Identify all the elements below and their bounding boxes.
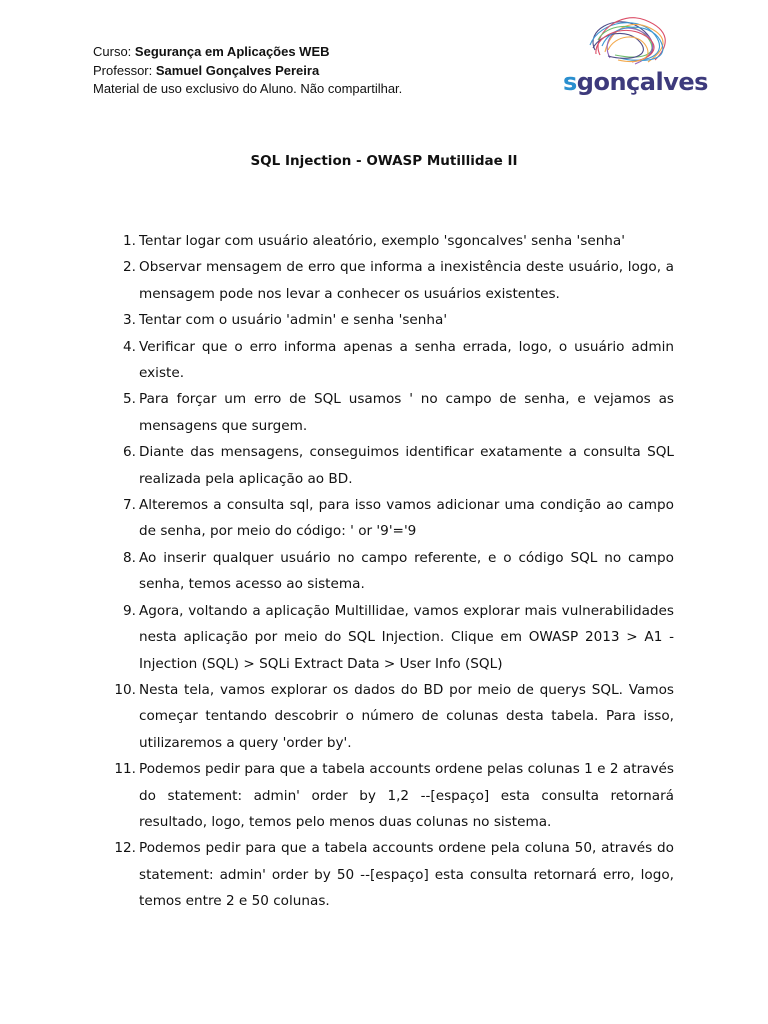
list-item: [104, 598, 674, 677]
step-number: 1.: [123, 233, 136, 249]
logo-wordmark: [563, 68, 708, 96]
document-header: [93, 43, 402, 99]
document-title: SQL Injection - OWASP Mutillidae II: [250, 153, 518, 169]
course-label: Curso:: [93, 44, 132, 59]
list-item: [104, 835, 674, 914]
list-item: [104, 254, 674, 307]
list-item: [104, 439, 674, 492]
list-item: [104, 677, 674, 756]
step-text: Diante das mensagens, conseguimos identificar exatamente a consulta SQL realizada pela aplicação ao BD.: [139, 444, 674, 487]
list-item: [104, 307, 674, 333]
list-item: [104, 334, 674, 387]
step-number: 12.: [114, 840, 136, 857]
list-item: [104, 228, 674, 254]
professor-line: [93, 62, 402, 81]
step-text: Ao inserir qualquer usuário no campo referente, e o código SQL no campo senha, temos acesso ao sistema.: [139, 549, 674, 593]
step-number: 10.: [114, 681, 136, 698]
step-number: 4.: [123, 338, 136, 355]
usage-notice: Material de uso exclusivo do Aluno. Não compartilhar.: [93, 81, 403, 96]
list-item: [104, 386, 674, 439]
step-text: Agora, voltando a aplicação Multillidae, vamos explorar mais vulnerabilidades nesta aplicação por meio do SQL Injection. Clique em OWASP 2013 > A1 - Injection (SQL) > SQLi Extract Data > User Info (SQL): [139, 602, 674, 672]
step-number: 8.: [123, 549, 136, 566]
professor-label: Professor:: [93, 62, 153, 78]
logo-wordmark-first-letter: s: [563, 68, 577, 96]
logo-wordmark-rest: gonçalves: [576, 68, 708, 96]
step-text: Podemos pedir para que a tabela accounts ordene pelas colunas 1 e 2 através do statement: admin' order by 1,2 --[espaço] esta consulta retornará resultado, logo, temos pelo menos duas colunas no sistema.: [139, 761, 674, 830]
step-text: Observar mensagem de erro que informa a inexistência deste usuário, logo, a mensagem pode nos levar a conhecer os usuários existentes.: [139, 259, 674, 302]
step-text: Tentar logar com usuário aleatório, exemplo 'sgoncalves' senha 'senha': [139, 233, 625, 249]
step-text: Nesta tela, vamos explorar os dados do BD por meio de querys SQL. Vamos começar tentando descobrir o número de colunas desta tabela. Para isso, utilizaremos a query 'order by'.: [139, 681, 674, 751]
step-number: 2.: [123, 259, 136, 276]
step-text: Verificar que o erro informa apenas a senha errada, logo, o usuário admin existe.: [139, 338, 674, 382]
list-item: [104, 492, 674, 545]
course-line: [93, 43, 402, 62]
list-item: [104, 545, 674, 598]
step-text: Alteremos a consulta sql, para isso vamos adicionar uma condição ao campo de senha, por meio do código: ' or '9'='9: [139, 497, 674, 540]
step-number: 7.: [123, 497, 136, 514]
step-text: Para forçar um erro de SQL usamos ' no campo de senha, e vejamos as mensagens que surgem.: [139, 391, 674, 434]
step-number: 6.: [123, 444, 136, 461]
steps-list: [104, 228, 674, 915]
step-number: 11.: [114, 761, 136, 778]
step-number: 3.: [123, 312, 136, 329]
step-text: Podemos pedir para que a tabela accounts ordene pela coluna 50, através do statement: admin' order by 50 --[espaço] esta consulta retornará erro, logo, temos entre 2 e 50 colunas.: [139, 840, 674, 910]
step-number: 9.: [123, 602, 136, 619]
step-number: 5.: [123, 391, 136, 408]
step-text: Tentar com o usuário 'admin' e senha 'senha': [139, 312, 448, 329]
professor-value: Samuel Gonçalves Pereira: [155, 62, 320, 78]
sgoncalves-logo: [560, 10, 708, 100]
course-value: Segurança em Aplicações WEB: [134, 44, 330, 59]
logo-swirl-icon: [560, 10, 695, 72]
list-item: [104, 756, 674, 835]
